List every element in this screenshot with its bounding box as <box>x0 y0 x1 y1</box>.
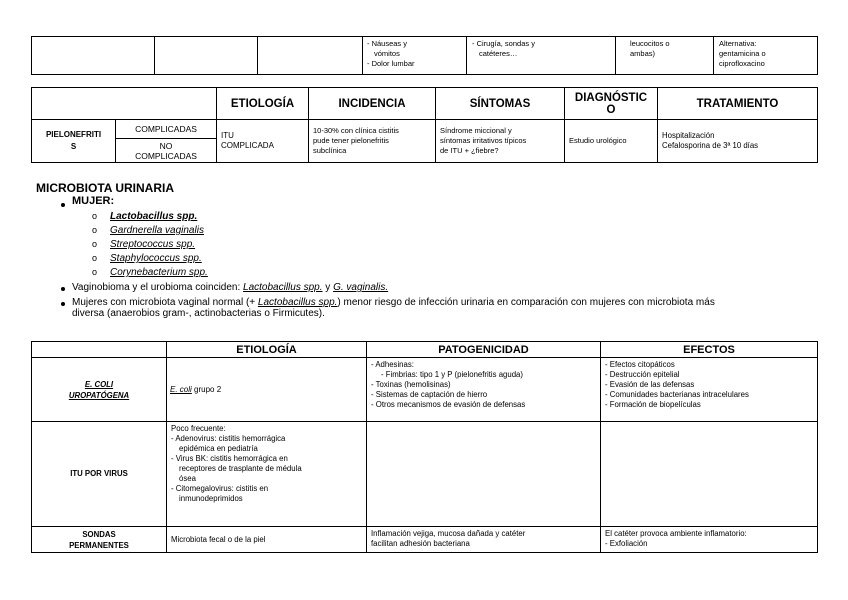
header-incidencia: INCIDENCIA <box>309 88 436 120</box>
sub-complicadas: COMPLICADAS <box>116 120 217 139</box>
cell-tratamiento: Hospitalización Cefalosporina de 3ª 10 días <box>658 120 818 163</box>
top-cell-1 <box>32 37 155 75</box>
sondas-efectos: El catéter provoca ambiente inflamatorio: - Exfoliación <box>601 527 818 553</box>
top-table <box>31 36 818 75</box>
circle-bullet: o <box>92 267 98 277</box>
bullet-dot <box>61 287 65 291</box>
etiology-table <box>31 341 818 553</box>
circle-bullet: o <box>92 225 98 235</box>
virus-efectos <box>601 422 818 527</box>
header-efectos: EFECTOS <box>601 342 818 358</box>
blank-header <box>32 342 167 358</box>
header-sintomas: SÍNTOMAS <box>436 88 565 120</box>
row-label-virus: ITU POR VIRUS <box>32 422 167 527</box>
cell-etiologia: ITU COMPLICADA <box>217 120 309 163</box>
sondas-patogenicidad: Inflamación vejiga, mucosa dañada y catéter facilitan adhesión bacteriana <box>367 527 601 553</box>
cell-incidencia: 10-30% con clínica cistitis pude tener pielonefritis subclínica <box>309 120 436 163</box>
circle-bullet: o <box>92 253 98 263</box>
virus-patogenicidad <box>367 422 601 527</box>
circle-bullet: o <box>92 239 98 249</box>
bullet-dot <box>61 203 65 207</box>
header-etiologia: ETIOLOGÍA <box>217 88 309 120</box>
ecoli-patogenicidad: - Adhesinas: - Fimbrias: tipo 1 y P (pielonefritis aguda) - Toxinas (hemolisinas) - Sistemas de captación de hierro - Otros mecanismos de evasión de defensas <box>367 358 601 422</box>
species-item: Lactobacillus spp. <box>110 211 198 222</box>
species-item: Streptococcus spp. <box>110 239 196 250</box>
pielonefritis-table <box>31 87 818 163</box>
blank-header <box>32 88 217 120</box>
sub-no-complicadas: NO COMPLICADAS <box>116 139 217 163</box>
sondas-etiologia: Microbiota fecal o de la piel <box>167 527 367 553</box>
cell-diagnostico: Estudio urológico <box>565 120 658 163</box>
bullet-dot <box>61 302 65 306</box>
virus-etiologia: Poco frecuente: - Adenovirus: cistitis hemorrágica epidémica en pediatría - Virus BK: cistitis hemorrágica en receptores de trasplante de médula ósea - Citomegalovirus: cistitis en inmunodeprimidos <box>167 422 367 527</box>
top-cell-2 <box>155 37 258 75</box>
header-diagnostico: DIAGNÓSTIC O <box>565 88 658 120</box>
cell-sintomas: Síndrome miccional y síntomas irritativos típicos de ITU + ¿fiebre? <box>436 120 565 163</box>
row-label-sondas: SONDAS PERMANENTES <box>32 527 167 553</box>
mujeres-text: Mujeres con microbiota vaginal normal (+ Lactobacillus spp.) menor riesgo de infección urinaria en comparación con mujeres con microbiota más diversa (anaerobios gram-, actinobacterias o Firmicutes). <box>72 297 715 320</box>
species-item: Gardnerella vaginalis <box>110 225 204 236</box>
circle-bullet: o <box>92 211 98 221</box>
row-label-ecoli: E. COLI UROPATÓGENA <box>32 358 167 422</box>
species-item: Corynebacterium spp. <box>110 267 208 278</box>
top-cell-treatment: Alternativa: gentamicina o ciprofloxacino <box>714 37 818 75</box>
ecoli-etiologia: E. coli grupo 2 <box>167 358 367 422</box>
header-patogenicidad: PATOGENICIDAD <box>367 342 601 358</box>
header-tratamiento: TRATAMIENTO <box>658 88 818 120</box>
species-item: Staphylococcus spp. <box>110 253 202 264</box>
ecoli-efectos: - Efectos citopáticos - Destrucción epitelial - Evasión de las defensas - Comunidades bacterianas intracelulares - Formación de biopelículas <box>601 358 818 422</box>
vaginobioma-text: Vaginobioma y el urobioma coinciden: Lactobacillus spp. y G. vaginalis. <box>72 282 389 293</box>
section-title-microbiota: MICROBIOTA URINARIA <box>36 181 174 195</box>
mujer-heading: MUJER: <box>72 195 115 207</box>
header-etiologia: ETIOLOGÍA <box>167 342 367 358</box>
top-cell-risk: - Cirugía, sondas y catéteres… <box>467 37 616 75</box>
top-cell-symptoms: - Náuseas y vómitos - Dolor lumbar <box>363 37 467 75</box>
top-cell-3 <box>258 37 363 75</box>
row-label-pielonefritis: PIELONEFRITI S <box>32 120 116 163</box>
top-cell-diag: leucocitos o ambas) <box>616 37 714 75</box>
